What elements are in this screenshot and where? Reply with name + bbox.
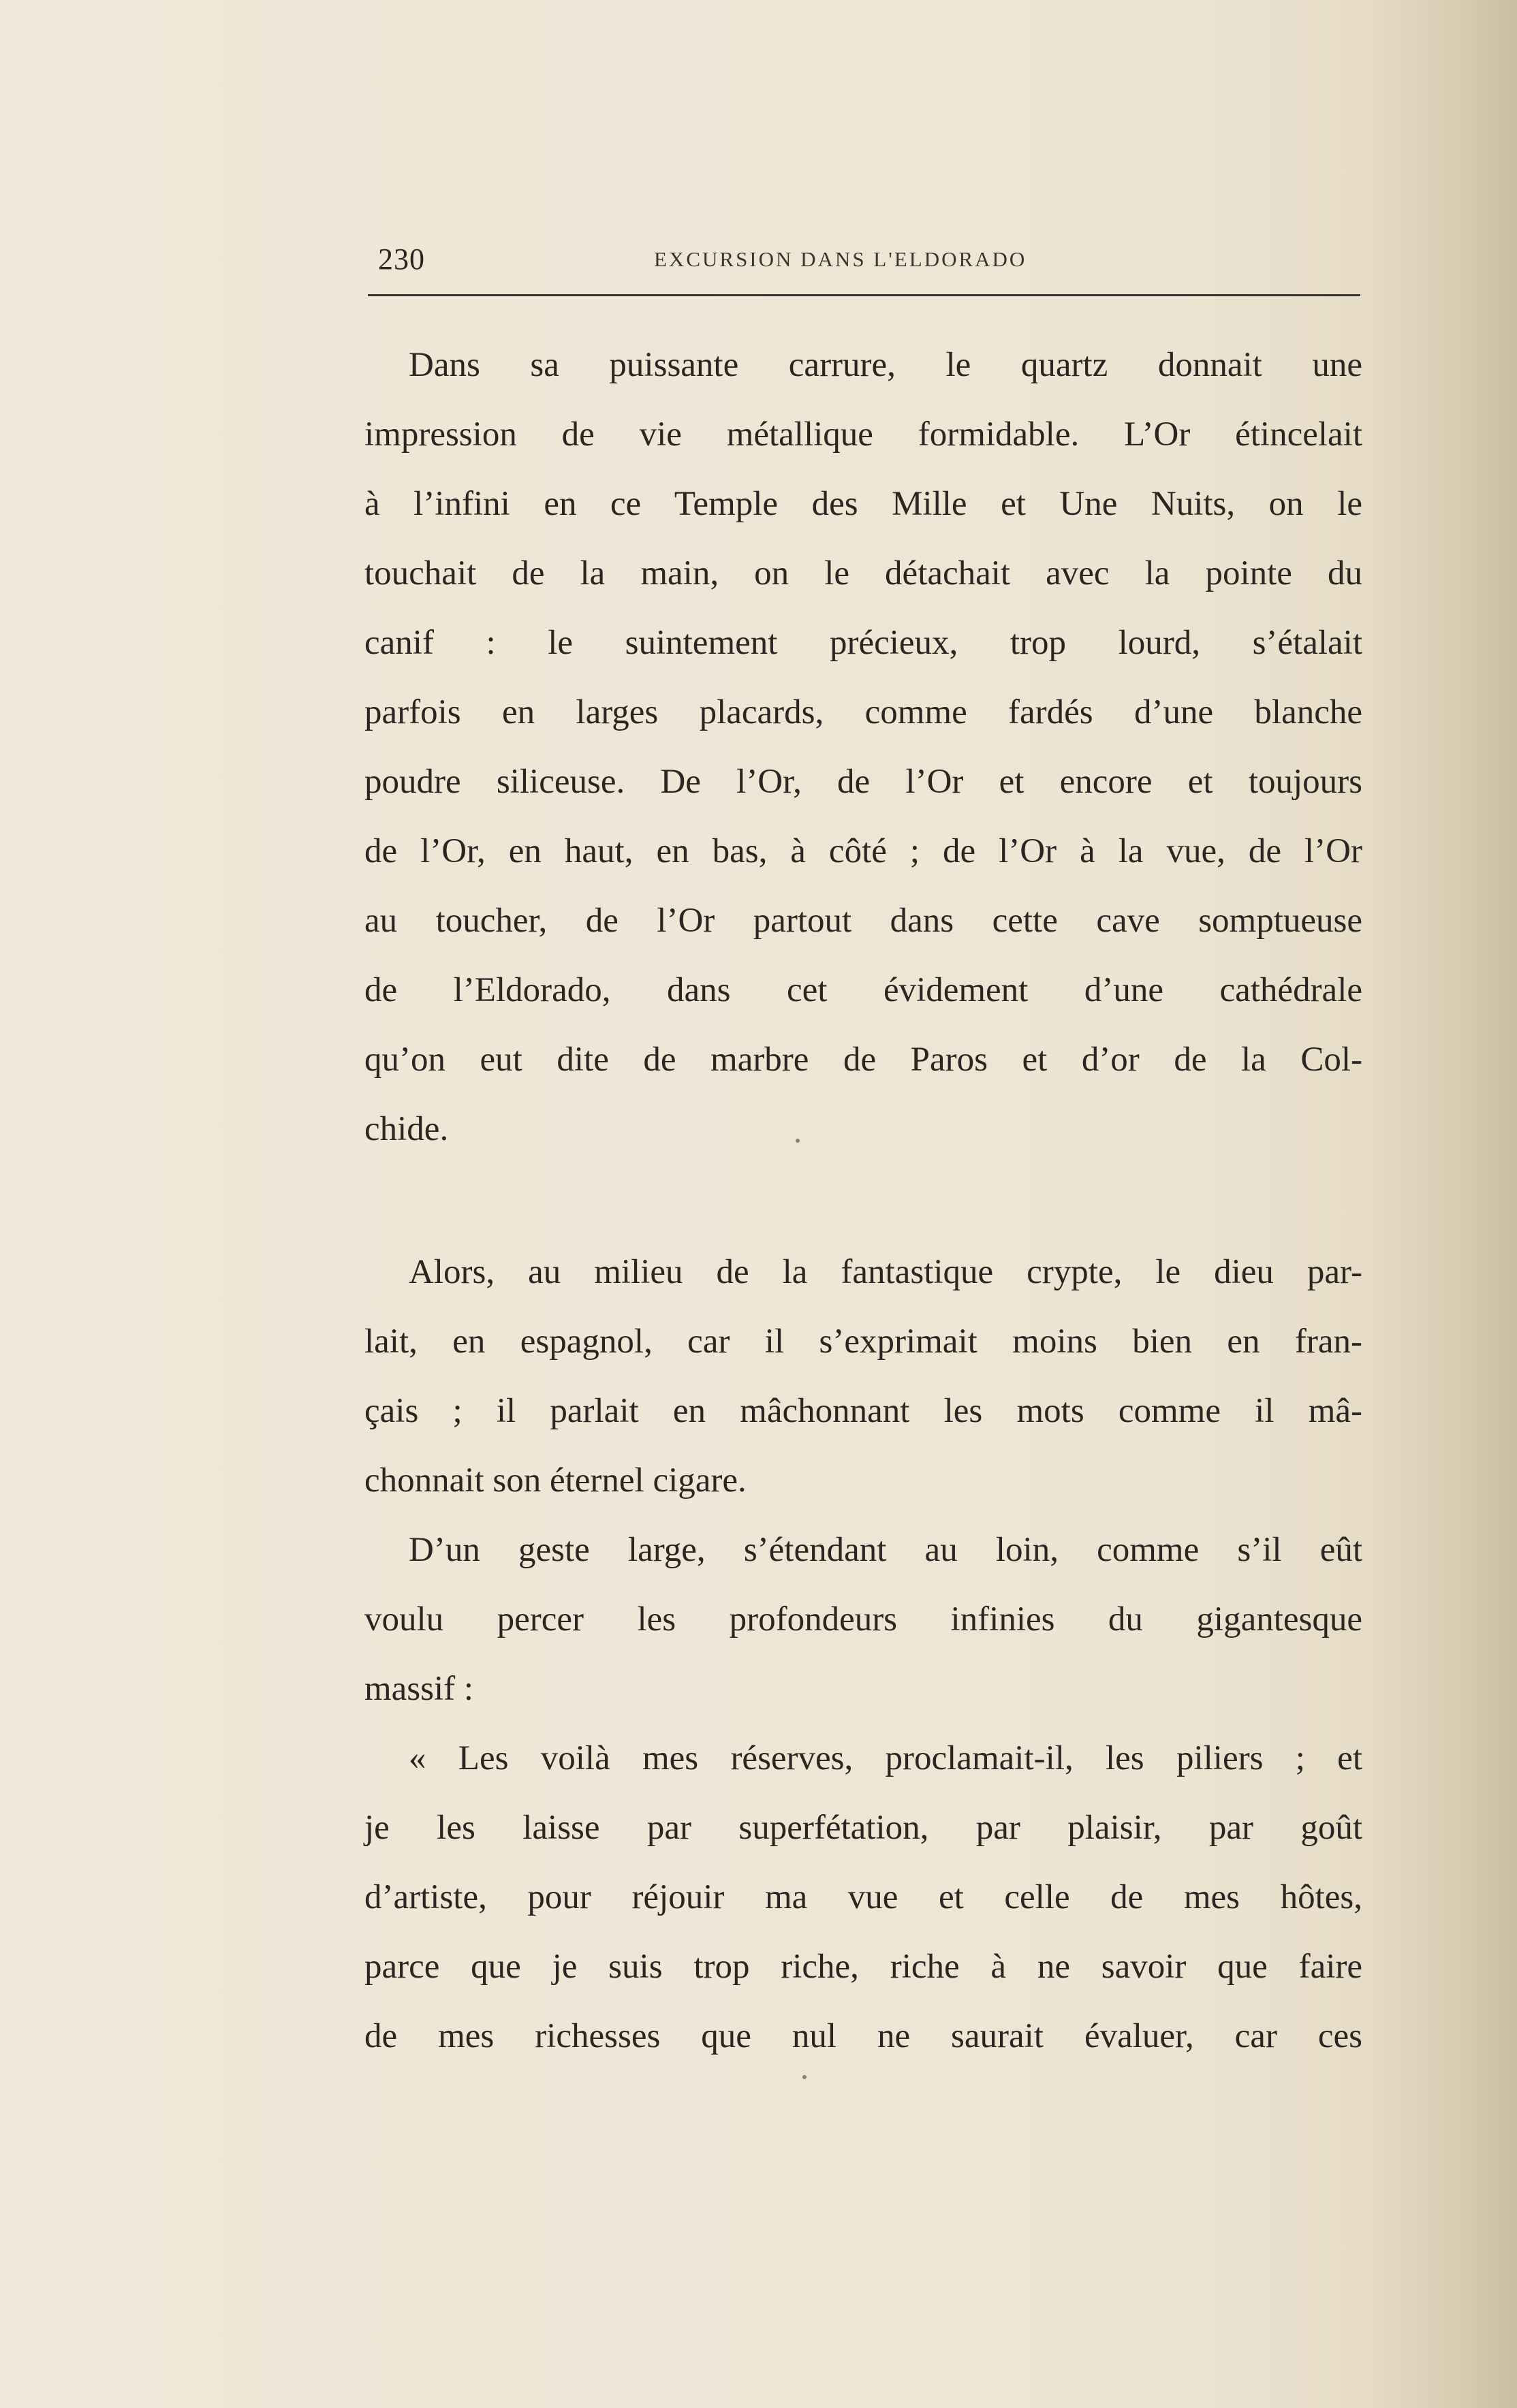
text-line: « Les voilà mes réserves, proclamait-il, les piliers ; et — [409, 1739, 1362, 1777]
page-header — [378, 242, 1362, 283]
text-line: de mes richesses que nul ne saurait évaluer, car ces — [364, 2017, 1362, 2055]
text-line: parfois en larges placards, comme fardés d’une blanche — [364, 693, 1362, 731]
text-line: chonnait son éternel cigare. — [364, 1461, 747, 1500]
body-text — [364, 330, 1362, 2071]
text-line: poudre siliceuse. De l’Or, de l’Or et encore et toujours — [364, 763, 1362, 801]
text-line: qu’on eut dite de marbre de Paros et d’or de la Col- — [364, 1041, 1362, 1079]
text-line: çais ; il parlait en mâchonnant les mots comme il mâ- — [364, 1392, 1362, 1430]
paragraph-3 — [364, 1515, 1362, 1724]
text-line: Dans sa puissante carrure, le quartz donnait une — [409, 346, 1362, 384]
text-line: parce que je suis trop riche, riche à ne savoir que faire — [364, 1948, 1362, 1986]
section-gap — [364, 1164, 1362, 1237]
paper-speck — [796, 1139, 800, 1143]
paragraph-1 — [364, 330, 1362, 1164]
paper-speck — [802, 2075, 807, 2079]
running-head: EXCURSION DANS L'ELDORADO — [654, 247, 1027, 271]
text-line: de l’Eldorado, dans cet évidement d’une cathédrale — [364, 971, 1362, 1009]
text-line: d’artiste, pour réjouir ma vue et celle de mes hôtes, — [364, 1878, 1362, 1916]
text-line: de l’Or, en haut, en bas, à côté ; de l’Or à la vue, de l’Or — [364, 832, 1362, 870]
text-line: Alors, au milieu de la fantastique crypte, le dieu par- — [409, 1253, 1362, 1291]
text-line: canif : le suintement précieux, trop lourd, s’étalait — [364, 624, 1362, 662]
text-line: lait, en espagnol, car il s’exprimait moins bien en fran- — [364, 1322, 1362, 1361]
text-line: je les laisse par superfétation, par plaisir, par goût — [364, 1809, 1362, 1847]
text-line: voulu percer les profondeurs infinies du gigantesque — [364, 1600, 1362, 1638]
text-line: touchait de la main, on le détachait avec la pointe du — [364, 554, 1362, 592]
header-rule — [368, 294, 1360, 296]
text-line: chide. — [364, 1110, 449, 1148]
text-line: D’un geste large, s’étendant au loin, comme s’il eût — [409, 1531, 1362, 1569]
text-line: massif : — [364, 1670, 474, 1708]
text-line: impression de vie métallique formidable. L’Or étincelait — [364, 415, 1362, 454]
text-line: à l’infini en ce Temple des Mille et Une Nuits, on le — [364, 485, 1362, 523]
paragraph-4 — [364, 1724, 1362, 2071]
paragraph-2 — [364, 1237, 1362, 1515]
text-line: au toucher, de l’Or partout dans cette cave somptueuse — [364, 902, 1362, 940]
page-number: 230 — [378, 242, 425, 276]
